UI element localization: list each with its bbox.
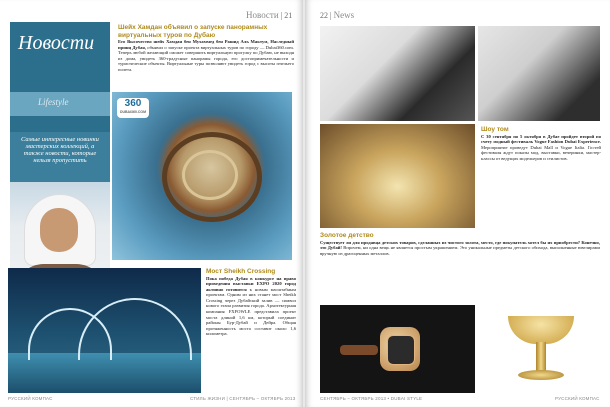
article-text: к новым масштабным проектам. Одним из них станет мост Sheikh Crossing через Дубайский залив — символ нового этапа развития города. Архитектурная компания FXFOWLE представила проект моста длиной 1,6 км, который соединит районы Бур-Дубай и Дейра. Общая протяженность моста составит около 1,6 километра. xyxy=(206,286,296,337)
article-lead: Пока победа Дубая в конкурсе на право проведения выставки EXPO 2020 город активно готовится xyxy=(206,275,296,292)
footer-right: РУССКИЙ КОМПАС xyxy=(555,396,600,401)
sidebar-title: Новости xyxy=(18,32,95,54)
fashion-model-photo xyxy=(478,26,600,121)
left-running-head: Новости | 21 xyxy=(246,10,293,20)
footer-left: РУССКИЙ КОМПАС xyxy=(8,396,53,401)
article-title: Мост Sheikh Crossing xyxy=(206,268,276,275)
article-fashion xyxy=(481,126,601,161)
article-golden-childhood xyxy=(320,232,600,256)
article-title: Золотое детство xyxy=(320,232,374,239)
footer-left: СЕНТЯБРЬ – ОКТЯБРЬ 2013 • DUBAI STYLE xyxy=(320,396,423,401)
article-text: объявил о запуске проекта виртуальных туров по городу — Dubai360.com. Теперь любой желающий сможет совершить виртуальную прогулку по Дубаю, не выходя из дома, увидеть 360-градусные панорамы города, его достопримечательности и туристические объекты. Виртуальные туры позволяют увидеть город с высоты птичьего полета. xyxy=(118,44,295,72)
left-page xyxy=(0,0,303,407)
article-title: Шейх Хамдан объявил о запуске панорамных виртуальных туров по Дубаю xyxy=(118,24,268,39)
fashion-sketch-photo xyxy=(320,26,475,121)
article-dubai360 xyxy=(118,24,294,73)
article-body xyxy=(481,134,601,162)
article-body xyxy=(320,240,600,257)
mall-interior-photo xyxy=(320,124,475,228)
section-header: Новости xyxy=(246,10,279,20)
sidebar-header-block xyxy=(10,22,110,132)
right-page xyxy=(305,0,610,407)
section-header: News xyxy=(333,10,355,20)
sidebar-blurb: Самые интересные новинки мастерских коллекций, а также новости, которые нельзя пропустить xyxy=(10,132,110,182)
gold-chalice-photo xyxy=(478,298,600,393)
article-lead: Существует ли для продавца детских товаров, сделанных из чистого золота, место, где покупатель хотел бы их приобрести? Конечно, это Дубай! xyxy=(320,239,600,251)
page-number: 21 xyxy=(284,11,293,20)
page-number: 22 xyxy=(320,11,328,20)
gold-watch-photo xyxy=(320,305,475,393)
aerial-city-photo xyxy=(112,92,292,260)
article-body xyxy=(118,39,294,73)
article-sheikh-crossing xyxy=(206,268,296,337)
article-text: Мероприятие проведут Dubai Mall и Vogue Italia. Гостей фестиваля ждут показы мод, выставки, вечеринки, мастер-классы от ведущих модельеров и стилистов. xyxy=(481,144,601,161)
article-body xyxy=(206,276,296,338)
article-text: Впрочем, ни одна вещь не является простым украшением. Это уникальные предметы детского обихода, выполненные ювелирами вручную из драгоценных металлов. xyxy=(320,245,601,256)
right-running-head: 22 | News xyxy=(320,10,355,20)
sidebar-subtitle: Lifestyle xyxy=(38,97,69,107)
article-lead: Его Высочество шейх Хамдан бен Мухаммед бен Рашид Аль Мактум, Наследный принц Дубая, xyxy=(118,39,294,50)
bridge-night-photo xyxy=(8,268,201,393)
footer-right: СТИЛЬ ЖИЗНИ | СЕНТЯБРЬ – ОКТЯБРЬ 2013 xyxy=(190,396,296,401)
article-lead: С 30 сентября по 5 октября в Дубае пройдет второй по счету модный фестиваль Vogue Fashion Dubai Experience. xyxy=(481,133,601,145)
dubai360-logo: 360 DUBAI360.COM xyxy=(117,98,149,118)
article-title: Шоу том xyxy=(481,126,509,133)
